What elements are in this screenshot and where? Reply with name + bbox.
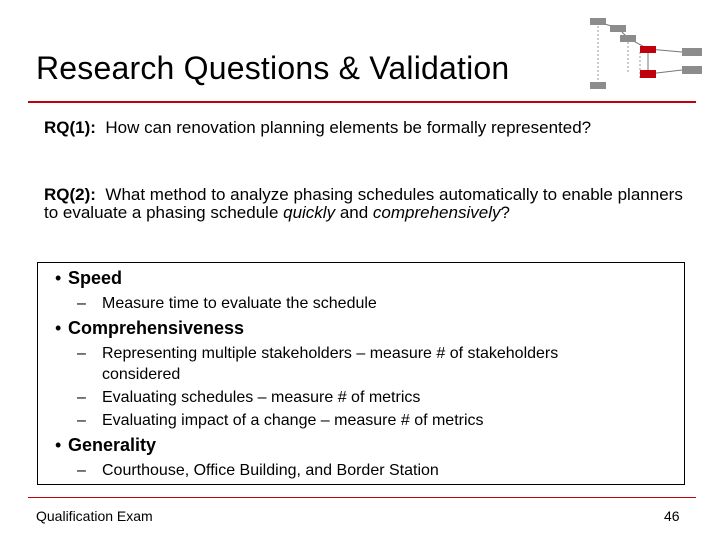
logo-node [590, 18, 606, 25]
sub-text: Representing multiple stakeholders – measure # of stakeholders considered [102, 345, 559, 383]
bullet-dot: • [55, 268, 62, 288]
rq2-emphasis-quickly: quickly [283, 203, 336, 222]
logo-node [682, 66, 702, 74]
sub-dash: – [77, 462, 86, 479]
footer-label: Qualification Exam [36, 508, 153, 524]
logo-node [682, 48, 702, 56]
rq2-label: RQ(2): [44, 185, 96, 204]
rq2-emphasis-comprehensively: comprehensively [372, 203, 501, 222]
title-divider [28, 101, 696, 103]
sub-text: Courthouse, Office Building, and Border Station [102, 462, 439, 479]
sub-dash: – [77, 389, 86, 406]
slide-title: Research Questions & Validation [36, 50, 510, 86]
sub-item [77, 387, 632, 408]
sub-dash: – [77, 412, 86, 429]
sub-item [77, 343, 632, 385]
sub-dash: – [77, 345, 86, 362]
bullet-dot: • [55, 318, 62, 338]
logo-node [610, 25, 626, 32]
sub-item [77, 293, 632, 314]
research-question-1 [44, 119, 644, 137]
bullet-speed [55, 268, 123, 289]
logo-node [640, 70, 656, 78]
bullet-label: Speed [68, 268, 123, 288]
page-number: 46 [664, 508, 680, 524]
bullet-generality [55, 435, 157, 456]
logo-node [640, 46, 656, 53]
sub-text: Evaluating impact of a change – measure # of metrics [102, 412, 484, 429]
sub-text: Measure time to evaluate the schedule [102, 295, 377, 312]
footer-divider [28, 497, 696, 498]
bullet-label: Comprehensiveness [68, 318, 245, 338]
bullet-label: Generality [68, 435, 157, 455]
sub-item [77, 460, 632, 481]
sub-text: Evaluating schedules – measure # of metrics [102, 389, 421, 406]
rq1-label: RQ(1): [44, 118, 96, 137]
rq1-text: How can renovation planning elements be formally represented? [105, 118, 592, 137]
rq2-text: What method to analyze phasing schedules automatically to enable planners to evaluate a phasing schedule [44, 185, 683, 222]
schedule-network-logo [584, 12, 706, 96]
logo-node [590, 82, 606, 89]
bullet-dot: • [55, 435, 62, 455]
bullet-comprehensiveness [55, 318, 245, 339]
rq2-text-and: and [335, 203, 373, 222]
research-question-2 [44, 186, 684, 222]
sub-item [77, 410, 632, 431]
rq2-question-mark: ? [500, 203, 510, 222]
validation-criteria-box [37, 262, 685, 485]
logo-node [620, 35, 636, 42]
sub-dash: – [77, 295, 86, 312]
